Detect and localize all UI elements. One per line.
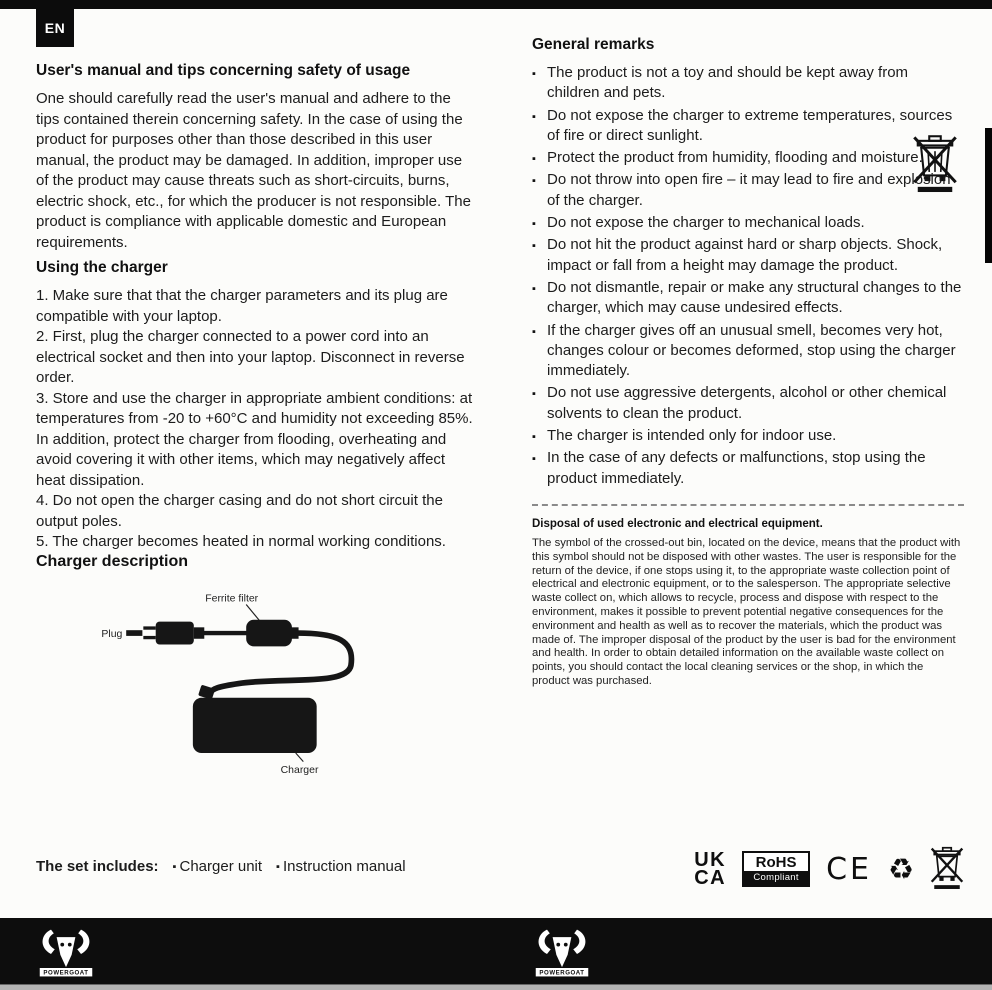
footer-bar bbox=[0, 918, 992, 990]
recycle-icon: ♻ bbox=[888, 852, 914, 886]
powergoat-banner-text: POWERGOAT bbox=[43, 969, 89, 977]
top-black-bar bbox=[0, 0, 992, 9]
charger-diagram bbox=[50, 589, 474, 779]
weee-bin-icon bbox=[930, 846, 964, 892]
using-heading: Using the charger bbox=[36, 259, 168, 276]
using-step: 4. Do not open the charger casing and do not short circuit the output poles. bbox=[36, 492, 443, 530]
using-step: 2. First, plug the charger connected to a power cord into an electrical socket and then into your laptop. Disconnect in reverse order. bbox=[36, 328, 465, 386]
language-badge: EN bbox=[36, 9, 74, 47]
left-column bbox=[36, 62, 474, 779]
remark-item: ▪ Protect the product from humidity, flooding and moisture. bbox=[532, 148, 964, 168]
set-includes-item: ▪ Charger unit bbox=[173, 858, 263, 875]
charger-label: Charger bbox=[280, 764, 319, 776]
intro-heading: User's manual and tips concerning safety of usage bbox=[36, 62, 411, 79]
ce-mark: CE bbox=[826, 851, 872, 887]
ukca-mark bbox=[694, 851, 726, 887]
remark-item: ▪ The product is not a toy and should be kept away from children and pets. bbox=[532, 63, 964, 104]
plug-label: Plug bbox=[101, 628, 123, 640]
remark-item: ▪ If the charger gives off an unusual smell, becomes very hot, changes colour or becomes deformed, stop using the charger immediately. bbox=[532, 321, 964, 382]
disposal-paragraph: The symbol of the crossed-out bin, located on the device, means that the product with this symbol should not be disposed with other wastes. The user is responsible for the return of the device, if one stops using it, to the appropriate waste collection point of electrical and electronic equipment, or to the salesperson. The appropriate selective waste collect on, which allows to recycle, process and dispose with respect to the environment, makes it possible to prevent potential negative consequences for the environment and health as well as to recover the materials, which the product was made of. The improper disposal of the product by the user is bad for the environment and health. In order to obtain detailed information on the available waste collect on points, you should contact the local cleaning services or the shop, in which the product was purchased. bbox=[532, 536, 961, 687]
general-remarks-list bbox=[532, 63, 964, 489]
remark-item: ▪ Do not dismantle, repair or make any structural changes to the charger, which may cause undesired effects. bbox=[532, 278, 964, 319]
using-step: 5. The charger becomes heated in normal working conditions. bbox=[36, 533, 446, 550]
remarks-heading: General remarks bbox=[532, 36, 655, 53]
remark-item: ▪ The charger is intended only for indoor use. bbox=[532, 426, 964, 446]
using-step: 1. Make sure that that the charger parameters and its plug are compatible with your laptop. bbox=[36, 287, 448, 325]
set-includes-item: ▪ Instruction manual bbox=[276, 858, 406, 875]
rohs-mark bbox=[742, 851, 810, 887]
remark-item: ▪ Do not hit the product against hard or sharp objects. Shock, impact or fall from a height may damage the product. bbox=[532, 235, 964, 276]
powergoat-logo bbox=[36, 925, 96, 981]
using-step: 3. Store and use the charger in appropriate ambient conditions: at temperatures from -20 to +60°C and humidity not exceeding 85%. In addition, protect the charger from flooding, overheating and avoid covering it with other items, which may negatively affect heat dissipation. bbox=[36, 389, 473, 489]
set-includes bbox=[36, 858, 406, 875]
description-heading: Charger description bbox=[36, 552, 189, 570]
page-bottom-edge bbox=[0, 984, 992, 990]
ferrite-filter-label: Ferrite filter bbox=[205, 593, 259, 605]
scan-artifact-bar bbox=[985, 128, 992, 263]
remark-item: ▪ Do not use aggressive detergents, alcohol or other chemical solvents to clean the product. bbox=[532, 383, 964, 424]
dashed-divider bbox=[532, 504, 964, 506]
ukca-bottom-text: CA bbox=[694, 867, 727, 889]
rohs-compliant-text: Compliant bbox=[744, 871, 808, 885]
set-includes-label: The set includes: bbox=[36, 858, 159, 875]
remark-item: ▪ Do not expose the charger to extreme temperatures, sources of fire or direct sunlight. bbox=[532, 106, 964, 147]
powergoat-banner-text: POWERGOAT bbox=[539, 969, 585, 977]
disposal-heading: Disposal of used electronic and electrical equipment. bbox=[532, 517, 823, 530]
certification-marks bbox=[532, 846, 964, 892]
remark-item: ▪ Do not throw into open fire – it may lead to fire and explosion of the charger. bbox=[532, 170, 964, 211]
rohs-text: RoHS bbox=[755, 854, 797, 871]
powergoat-logo bbox=[532, 925, 592, 981]
remark-item: ▪ Do not expose the charger to mechanical loads. bbox=[532, 213, 964, 233]
remark-item: ▪ In the case of any defects or malfunctions, stop using the product immediately. bbox=[532, 448, 964, 489]
intro-paragraph: One should carefully read the user's manual and adhere to the tips contained therein concerning safety. In the case of using the product for purposes other than those described in this user manual, the product may be damaged. In addition, improper use of the product may cause threats such as short-circuits, burns, electric shock, etc., for which the producer is not responsible. The product is compliance with applicable domestic and European requirements. bbox=[36, 90, 471, 251]
right-column bbox=[532, 36, 964, 689]
ukca-top-text: UK bbox=[694, 849, 727, 871]
